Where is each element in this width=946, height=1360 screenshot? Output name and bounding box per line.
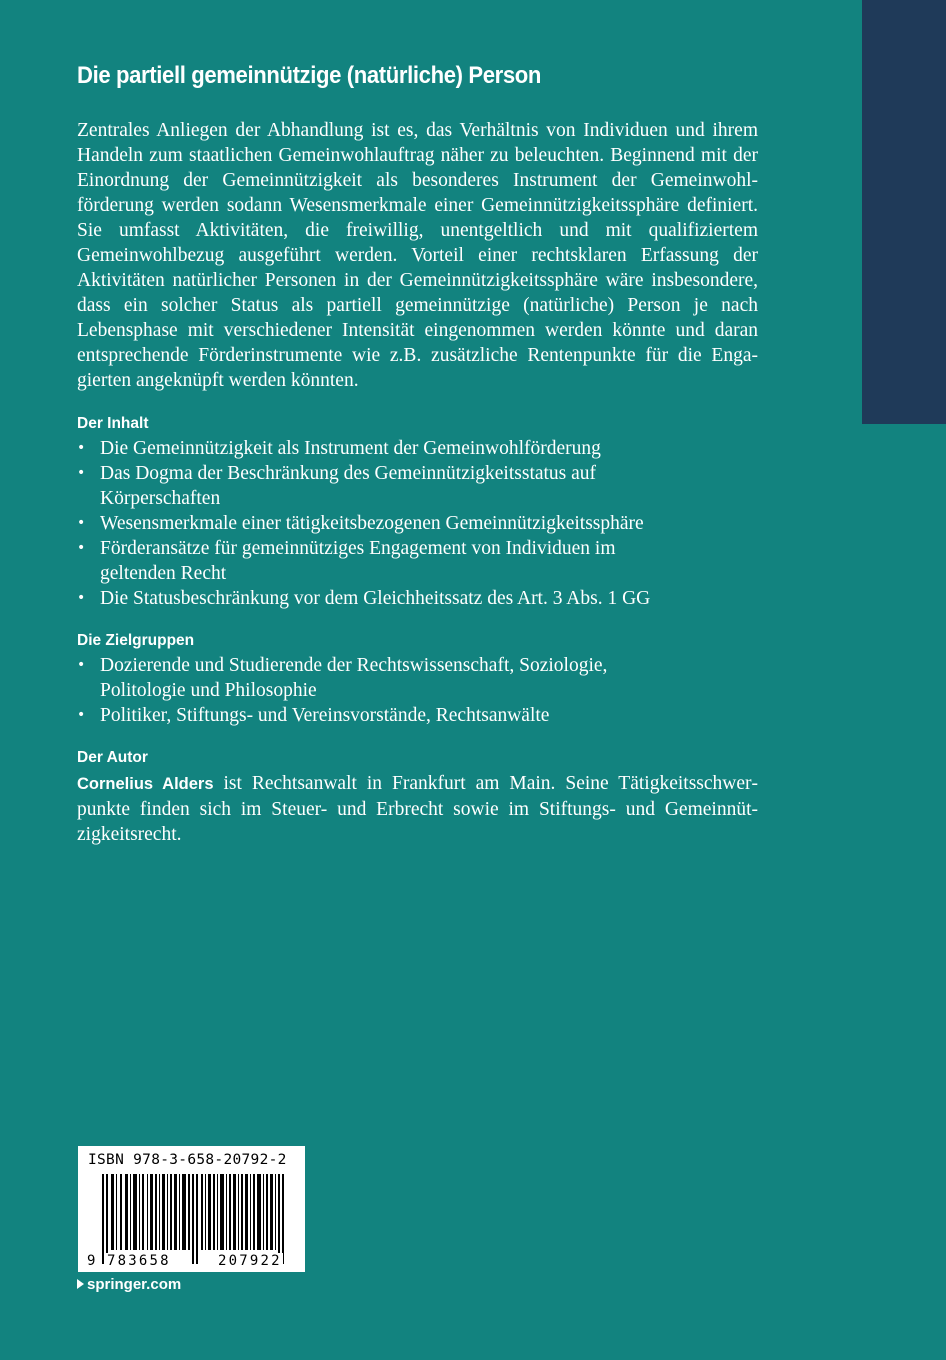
autor-heading: Der Autor <box>77 749 148 766</box>
autor-paragraph <box>77 771 758 847</box>
springer-link[interactable] <box>77 1276 181 1293</box>
springer-link-text: springer.com <box>87 1276 182 1293</box>
zielgruppen-list <box>77 653 758 728</box>
isbn-label: ISBN 978-3-658-20792-2 <box>88 1152 287 1168</box>
list-item: • Wesensmerkmale einer tätigkeitsbezogenen Gemeinnützigkeitssphäre <box>77 511 758 536</box>
author-bio: ist Rechtsanwalt in Frankfurt am Main. Seine Tätigkeitsschwerpunkte finden sich im Steuer- und Erbrecht sowie im Stiftungs- und Gemeinnützigkeitsrecht. <box>77 773 759 845</box>
list-item: • Dozierende und Studierende der Rechtswissenschaft, Soziologie, Politologie und Philosophie <box>77 653 660 703</box>
list-item: • Das Dogma der Beschränkung des Gemeinnützigkeitsstatus auf Körperschaften <box>77 461 640 511</box>
intro-paragraph: Zentrales Anliegen der Abhandlung ist es, das Verhältnis von Individuen und ihrem Handeln zum staatlichen Gemeinwohlauftrag näher zu beleuchten. Beginnend mit der Einordnung der Gemeinnützigkeit als besonderes Instrument der Gemeinwohlförderung werden sodann Wesensmerkmale einer Gemeinnützigkeitssphäre definiert. Sie umfasst Aktivitäten, die freiwillig, unentgeltlich und mit qualifiziertem Gemeinwohlbezug ausgeführt werden. Vorteil einer rechtsklaren Erfassung der Aktivitäten natürlicher Personen in der Gemeinnützigkeitssphäre wäre insbesondere, dass ein solcher Status als partiell gemeinnützige (natürliche) Person je nach Lebensphase mit verschiedener Intensität eingenommen werden könnte und daran entsprechende Förderinstrumente wie z.B. zusätzliche Rentenpunkte für die Engagierten angeknüpft werden könnten. <box>77 120 758 391</box>
list-item: • Politiker, Stiftungs- und Vereinsvorstände, Rechtsanwälte <box>77 703 758 728</box>
list-item: • Die Statusbeschränkung vor dem Gleichheitssatz des Art. 3 Abs. 1 GG <box>77 586 758 611</box>
author-name: Cornelius Alders <box>77 775 214 793</box>
inhalt-list <box>77 436 758 611</box>
inhalt-heading: Der Inhalt <box>77 415 149 432</box>
book-title: Die partiell gemeinnützige (natürliche) Person <box>77 62 542 89</box>
list-item: • Förderansätze für gemeinnütziges Engagement von Individuen im geltenden Recht <box>77 536 660 586</box>
side-color-band <box>862 0 946 424</box>
ean-lead-digit: 9 <box>87 1253 96 1269</box>
arrow-right-icon <box>77 1279 84 1289</box>
list-item: • Die Gemeinnützigkeit als Instrument der Gemeinwohlförderung <box>77 436 758 461</box>
zielgruppen-heading: Die Zielgruppen <box>77 632 195 649</box>
ean-left-digits: 783658 <box>107 1253 171 1269</box>
ean-right-digits: 207922 <box>218 1253 282 1269</box>
isbn-barcode-box <box>78 1146 305 1272</box>
